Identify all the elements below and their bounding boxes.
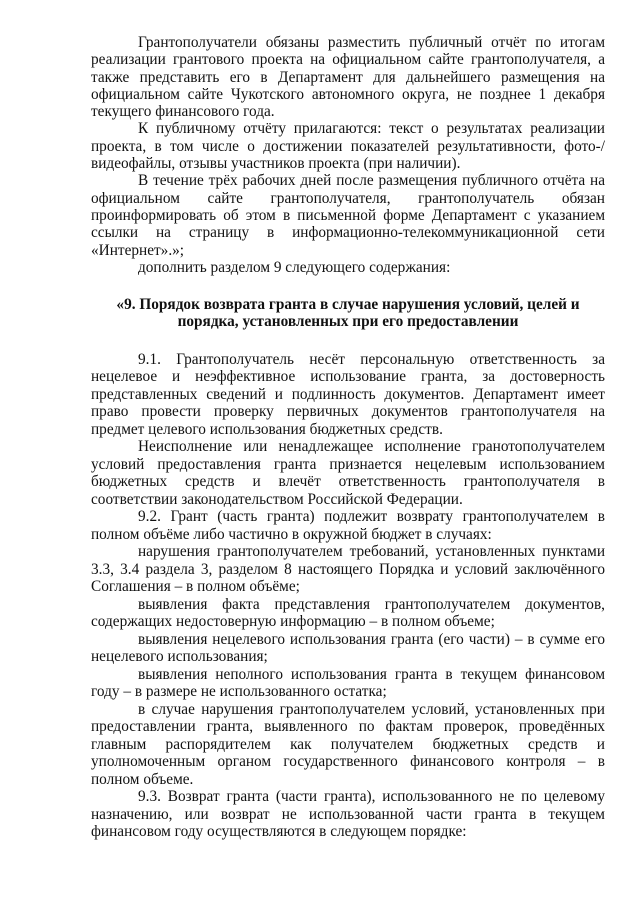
list-item-unused-balance: выявления неполного использования гранта в текущем финансовом году – в размере не использованного остатка;	[91, 665, 605, 701]
list-item-conditions-violation: в случае нарушения грантополучателем условий, установленных при предоставлении гранта, выявленного по фактам проверок, проведённых главным распорядителем как получателем бюджетных средств и уполномоченным органом государственного финансового контроля – в полном объеме.	[91, 700, 605, 788]
paragraph-9-3: 9.3. Возврат гранта (части гранта), использованного не по целевому назначению, или возврат не использованной части гранта в текущем финансовом году осуществляются в следующем порядке:	[91, 788, 605, 841]
list-item-false-documents: выявления факта представления грантополучателем документов, содержащих недостоверную информацию – в полном объеме;	[91, 595, 605, 631]
section-heading: «9. Порядок возврата гранта в случае нарушения условий, целей и порядка, установленных при его предоставлении	[116, 296, 580, 331]
paragraph-notify-department: В течение трёх рабочих дней после размещения публичного отчёта на официальном сайте грантополучателя, грантополучатель обязан проинформировать об этом в письменной форме Департамент с указанием ссылки на страницу в информационно-телекоммуникационной сети «Интернет».»;	[91, 172, 605, 259]
paragraph-9-2: 9.2. Грант (часть гранта) подлежит возврату грантополучателем в полном объёме либо частично в окружной бюджет в случаях:	[91, 508, 605, 543]
paragraph-report-attachments: К публичному отчёту прилагаются: текст о результатах реализации проекта, в том числе о достижении показателей результативности, фото-/видеофайлы, отзывы участников проекта (при наличии).	[91, 120, 605, 173]
list-item-misuse: выявления нецелевого использования гранта (его части) – в сумме его нецелевого использования;	[91, 630, 605, 666]
paragraph-add-section-9: дополнить разделом 9 следующего содержания:	[138, 258, 451, 276]
list-item-requirements-violation: нарушения грантополучателем требований, установленных пунктами 3.3, 3.4 раздела 3, разделом 8 настоящего Порядка и условий заключённого Соглашения – в полном объёме;	[91, 543, 605, 596]
paragraph-public-report-obligation: Грантополучатели обязаны разместить публичный отчёт по итогам реализации грантового проекта на официальном сайте грантополучателя, а также представить его в Департамент для дальнейшего размещения на официальном сайте Чукотского автономного округа, не позднее 1 декабря текущего финансового года.	[91, 34, 605, 121]
paragraph-9-1: 9.1. Грантополучатель несёт персональную ответственность за нецелевое и неэффективное использование гранта, за достоверность представленных сведений и подлинность документов. Департамент имеет право провести проверку первичных документов грантополучателя на предмет целевого использования бюджетных средств.	[91, 350, 605, 438]
document-page	[91, 34, 605, 841]
paragraph-nonfulfillment: Неисполнение или ненадлежащее исполнение гранотополучателем условий предоставления гранта признается нецелевым использованием бюджетных средств и влечёт ответственность грантополучателя в соответствии законодательством Российской Федерации.	[91, 438, 605, 508]
